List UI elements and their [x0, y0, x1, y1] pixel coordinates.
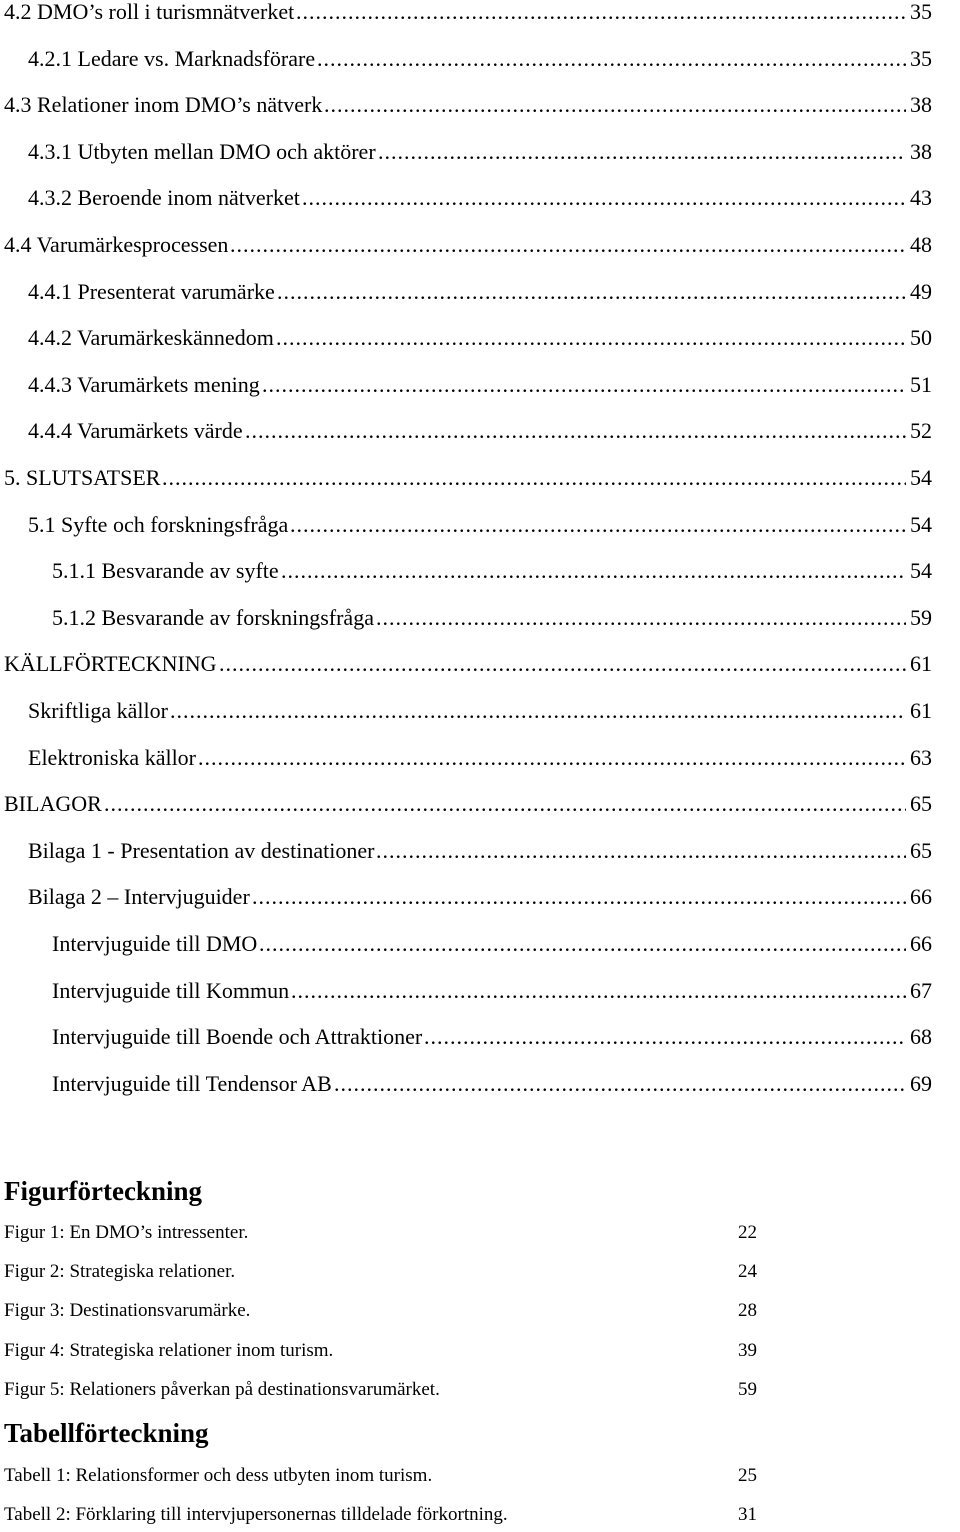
list-entry-page: 31: [738, 1503, 757, 1525]
toc-entry-title: 5.1.2 Besvarande av forskningsfråga: [52, 604, 374, 630]
toc-leader-dots: [376, 839, 906, 863]
toc-entry[interactable]: [0, 466, 960, 506]
toc-entry[interactable]: [0, 0, 960, 40]
toc-entry-page: 54: [910, 465, 932, 490]
figure-entry[interactable]: [4, 1379, 764, 1407]
toc-entry-title: Skriftliga källor: [28, 698, 168, 723]
toc-entry-title: 4.2 DMO’s roll i turismnätverket: [4, 0, 295, 24]
toc-entry[interactable]: [0, 979, 960, 1019]
toc-entry-page: 35: [910, 45, 932, 71]
list-entry-page: 22: [738, 1222, 757, 1243]
toc-entry[interactable]: [0, 606, 960, 646]
figure-entry[interactable]: [4, 1300, 764, 1328]
toc-leader-dots: [170, 699, 906, 723]
list-entry-title: Tabell 2: Förklaring till intervjupersonernas tilldelade förkortning.: [4, 1503, 508, 1525]
toc-leader-dots: [317, 47, 906, 71]
toc-entry[interactable]: [0, 652, 960, 692]
toc-entry-page: 49: [910, 278, 932, 304]
list-entry-title: Figur 5: Relationers påverkan på destinationsvarumärket.: [4, 1378, 440, 1400]
toc-entry-title: 4.2.1 Ledare vs. Marknadsförare: [28, 45, 316, 71]
toc-leader-dots: [198, 746, 906, 770]
toc-entry-title: 4.4 Varumärkesprocessen: [4, 232, 229, 257]
toc-entry-page: 54: [910, 511, 932, 537]
toc-entry[interactable]: [0, 792, 960, 832]
toc-entry[interactable]: [0, 419, 960, 459]
toc-entry-title: 5.1.1 Besvarande av syfte: [52, 558, 279, 584]
toc-entry-page: 51: [910, 371, 932, 397]
list-entry-page: 28: [738, 1300, 757, 1322]
toc-entry-page: 35: [910, 0, 932, 24]
toc-entry[interactable]: [0, 559, 960, 599]
toc-entry-title: 5. SLUTSATSER: [4, 465, 161, 490]
toc-leader-dots: [324, 93, 906, 117]
toc-entry-page: 67: [910, 977, 932, 1003]
toc-entry-title: Bilaga 2 – Intervjuguider: [28, 884, 250, 910]
tables-heading: Tabellförteckning: [4, 1418, 209, 1448]
figures-heading: Figurförteckning: [4, 1176, 202, 1206]
toc-entry[interactable]: [0, 1025, 960, 1065]
toc-leader-dots: [162, 466, 906, 490]
toc-entry-title: Intervjuguide till DMO: [52, 931, 258, 956]
toc-entry-page: 50: [910, 325, 932, 351]
toc-entry-page: 38: [910, 92, 932, 118]
toc-entry-title: Bilaga 1 - Presentation av destinationer: [28, 837, 375, 863]
toc-leader-dots: [302, 186, 906, 210]
toc-entry-title: KÄLLFÖRTECKNING: [4, 651, 217, 677]
toc-entry[interactable]: [0, 280, 960, 320]
toc-entry-title: Intervjuguide till Kommun: [52, 977, 290, 1003]
toc-entry-title: 4.4.2 Varumärkeskännedom: [28, 325, 274, 351]
toc-entry-page: 48: [910, 232, 932, 257]
toc-leader-dots: [262, 373, 906, 397]
toc-entry[interactable]: [0, 746, 960, 786]
toc-entry-title: BILAGOR: [4, 791, 102, 817]
figure-entry[interactable]: [4, 1261, 764, 1289]
toc-entry[interactable]: [0, 47, 960, 87]
toc-leader-dots: [291, 979, 906, 1003]
figure-entry[interactable]: [4, 1222, 764, 1250]
toc-entry[interactable]: [0, 93, 960, 133]
toc-entry[interactable]: [0, 885, 960, 925]
toc-entry-page: 54: [910, 558, 932, 584]
list-entry-title: Tabell 1: Relationsformer och dess utbyten inom turism.: [4, 1465, 433, 1486]
toc-entry[interactable]: [0, 839, 960, 879]
list-entry-page: 25: [738, 1465, 757, 1486]
toc-entry-page: 52: [910, 418, 932, 444]
toc-entry-page: 65: [910, 837, 932, 863]
toc-leader-dots: [277, 280, 906, 304]
toc-entry-page: 59: [910, 604, 932, 630]
toc-leader-dots: [378, 140, 906, 164]
list-entry-title: Figur 4: Strategiska relationer inom turism.: [4, 1339, 334, 1361]
toc-leader-dots: [230, 233, 906, 257]
toc-leader-dots: [276, 326, 906, 350]
table-entry[interactable]: [4, 1465, 764, 1493]
toc-leader-dots: [252, 885, 906, 909]
toc-entry-title: Intervjuguide till Boende och Attraktioner: [52, 1024, 423, 1050]
toc-entry-title: 4.3.2 Beroende inom nätverket: [28, 185, 300, 211]
toc-entry-page: 66: [910, 931, 932, 956]
toc-leader-dots: [259, 932, 906, 956]
toc-entry-page: 43: [910, 185, 932, 211]
toc-entry[interactable]: [0, 699, 960, 739]
toc-entry-page: 69: [910, 1070, 932, 1096]
toc-entry-page: 68: [910, 1024, 932, 1050]
toc-entry-title: 4.3 Relationer inom DMO’s nätverk: [4, 92, 323, 118]
toc-entry[interactable]: [0, 140, 960, 180]
table-entry[interactable]: [4, 1504, 764, 1532]
toc-entry-title: 4.4.4 Varumärkets värde: [28, 418, 243, 444]
toc-entry-page: 63: [910, 744, 932, 770]
toc-leader-dots: [290, 513, 906, 537]
toc-entry[interactable]: [0, 326, 960, 366]
toc-entry-title: 5.1 Syfte och forskningsfråga: [28, 511, 289, 537]
list-entry-title: Figur 2: Strategiska relationer.: [4, 1261, 236, 1283]
toc-leader-dots: [334, 1072, 906, 1096]
toc-entry-page: 66: [910, 884, 932, 910]
toc-entry-title: 4.4.3 Varumärkets mening: [28, 371, 260, 397]
toc-entry-page: 61: [910, 651, 932, 677]
list-entry-title: Figur 1: En DMO’s intressenter.: [4, 1222, 249, 1243]
toc-entry-title: 4.4.1 Presenterat varumärke: [28, 278, 275, 304]
toc-entry[interactable]: [0, 1072, 960, 1112]
toc-entry[interactable]: [0, 233, 960, 273]
toc-leader-dots: [296, 0, 906, 24]
toc-entry[interactable]: [0, 373, 960, 413]
toc-leader-dots: [219, 652, 906, 676]
toc-leader-dots: [424, 1025, 906, 1049]
toc-leader-dots: [281, 559, 906, 583]
list-entry-title: Figur 3: Destinationsvarumärke.: [4, 1300, 251, 1322]
toc-leader-dots: [376, 606, 906, 630]
toc-leader-dots: [104, 792, 906, 816]
list-entry-page: 59: [738, 1378, 757, 1400]
toc-entry[interactable]: [0, 513, 960, 553]
toc-entry-title: Intervjuguide till Tendensor AB: [52, 1070, 332, 1096]
toc-entry-page: 65: [910, 791, 932, 817]
toc-entry-page: 38: [910, 138, 932, 164]
list-entry-page: 39: [738, 1339, 757, 1361]
toc-entry[interactable]: [0, 186, 960, 226]
list-entry-page: 24: [738, 1261, 757, 1283]
toc-leader-dots: [245, 419, 906, 443]
toc-entry-title: Elektroniska källor: [28, 744, 197, 770]
toc-entry[interactable]: [0, 932, 960, 972]
figure-entry[interactable]: [4, 1340, 764, 1368]
toc-entry-title: 4.3.1 Utbyten mellan DMO och aktörer: [28, 138, 376, 164]
toc-entry-page: 61: [910, 698, 932, 723]
